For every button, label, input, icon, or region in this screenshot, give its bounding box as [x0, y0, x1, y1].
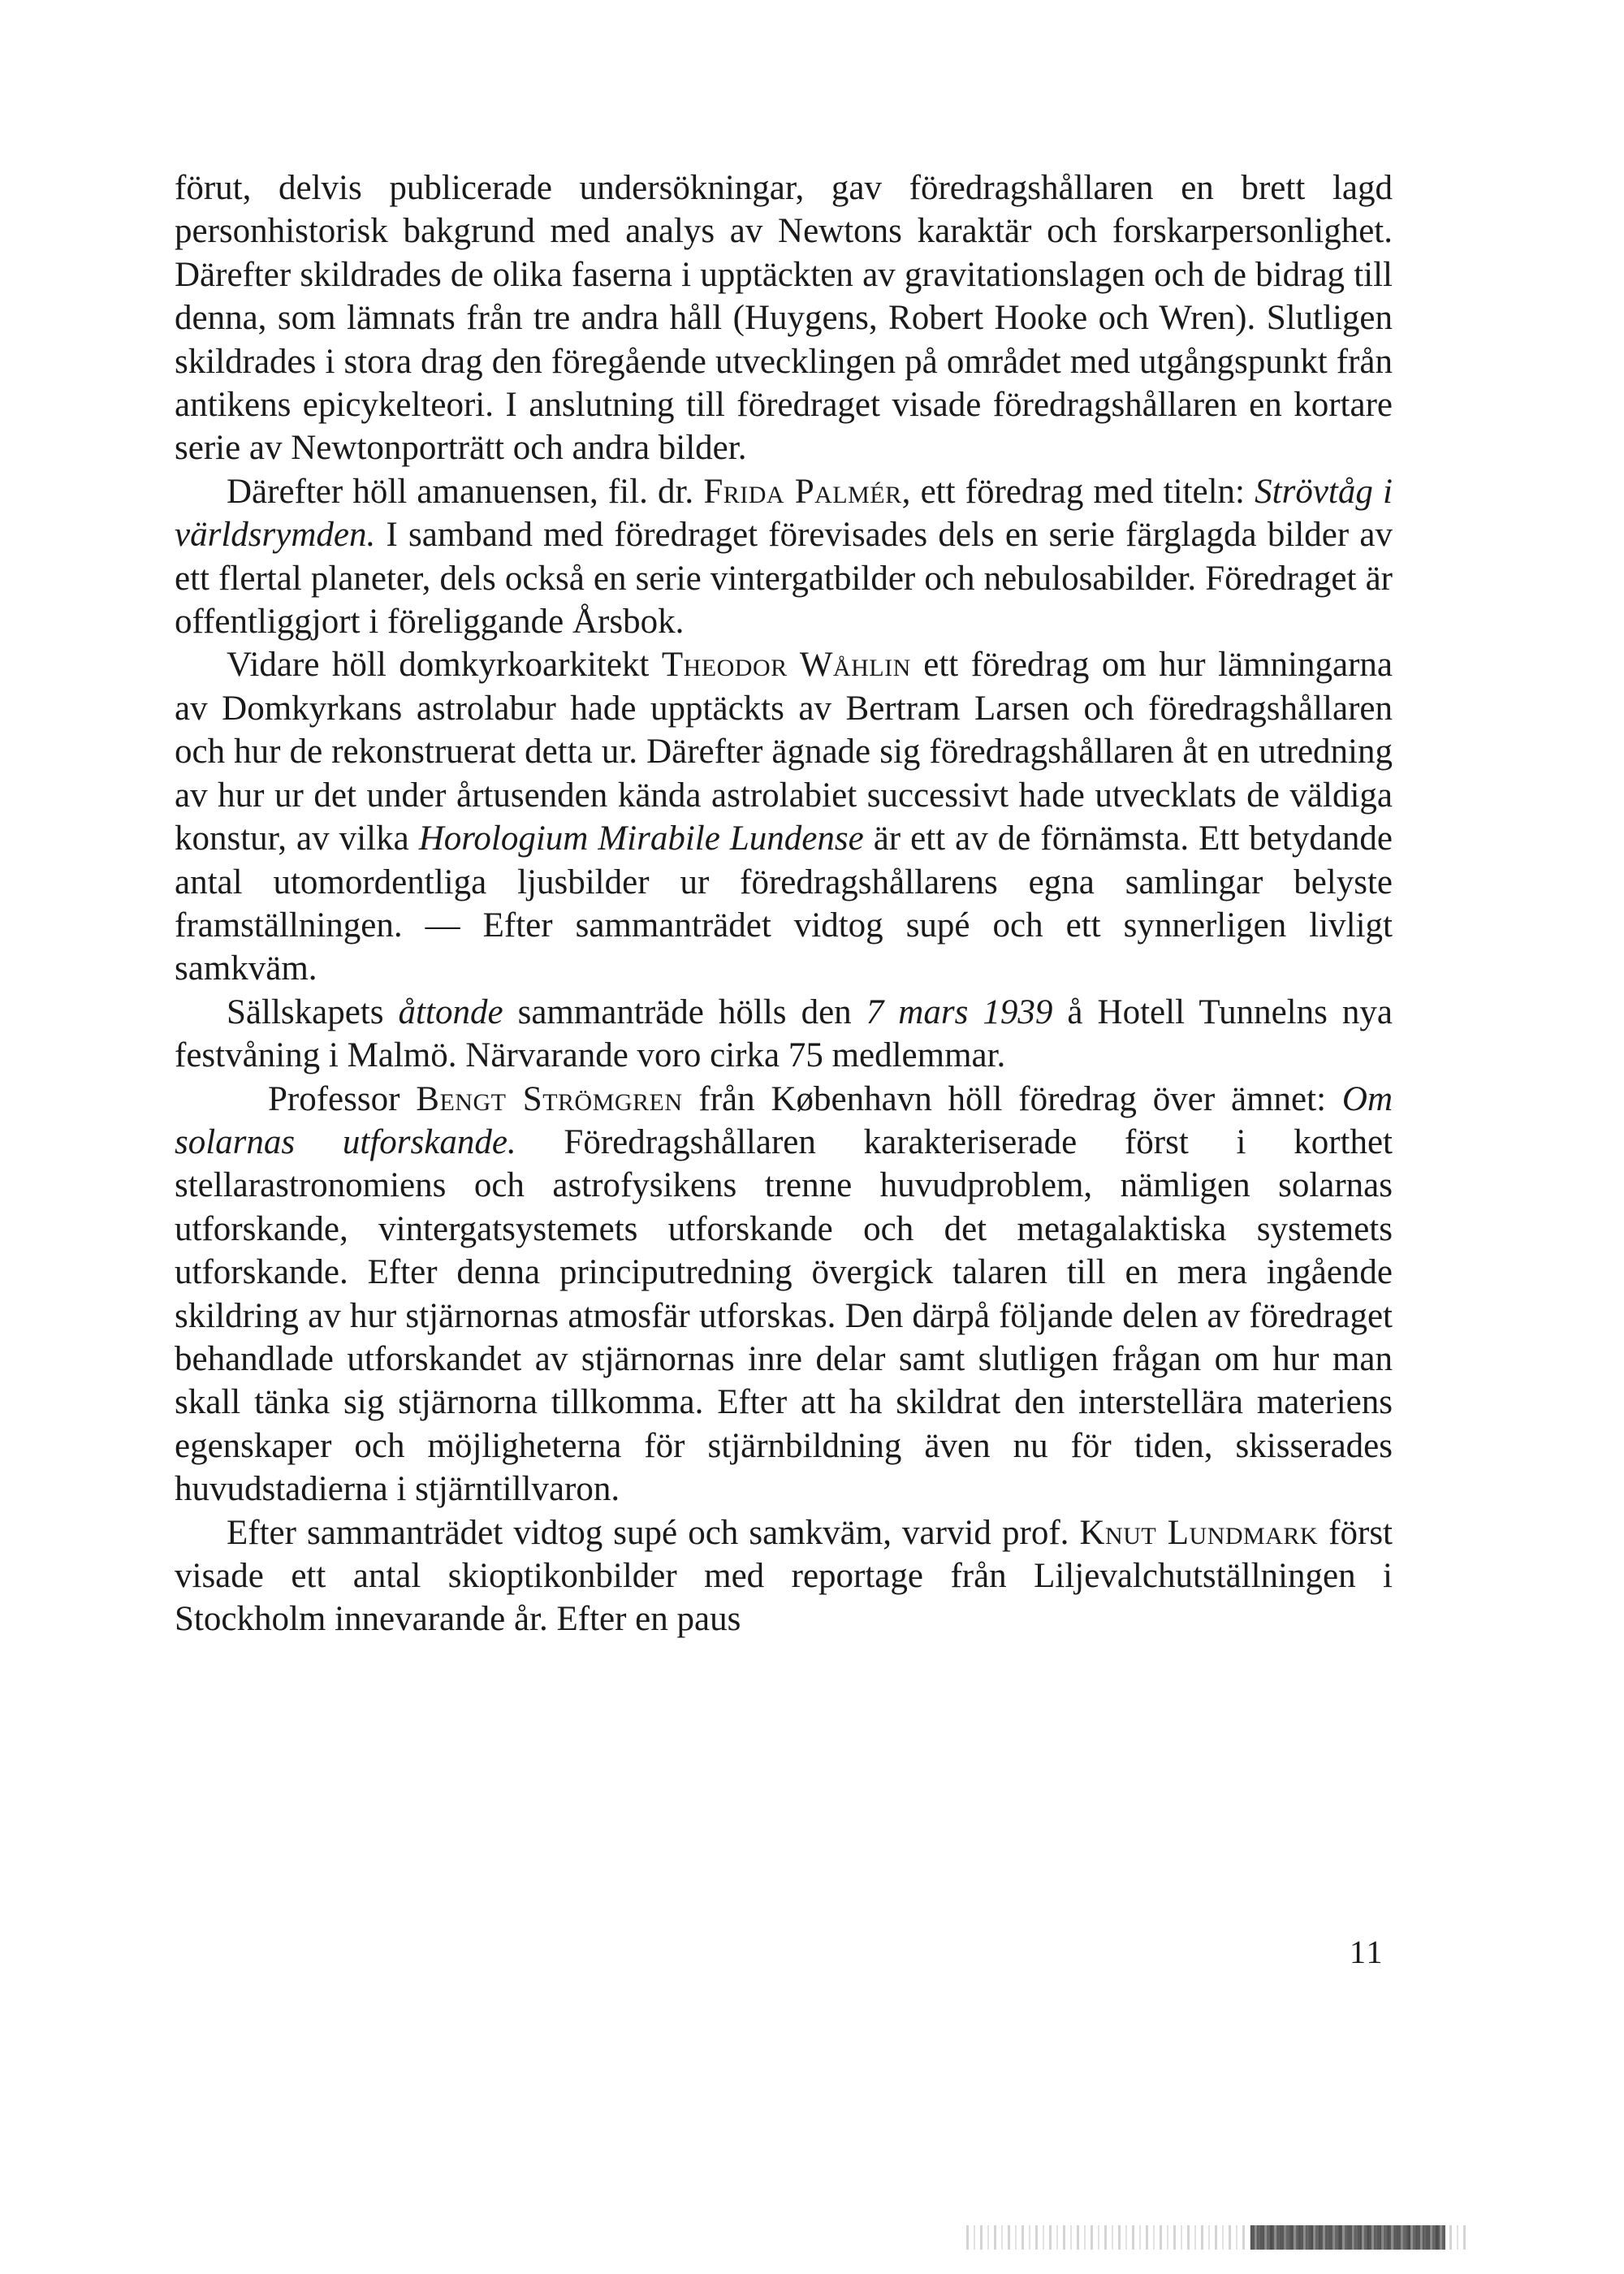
paragraph-2 [175, 470, 1393, 644]
text-run: sammanträde hölls den [503, 992, 866, 1031]
text-run: I samband med föredraget förevisades dels en serie färglagda bilder av ett flertal planeter, dels också en serie vintergatbilder och nebulosabilder. Föredraget är offentliggjort i föreliggande Årsbok. [175, 516, 1393, 642]
text-run: å Hotell Tunnelns nya festvåning i Malmö. Närvarande voro cirka 75 medlemmar. [175, 992, 1393, 1075]
paragraph-5 [175, 1078, 1393, 1511]
text-run: Bengt Strömgren [416, 1079, 683, 1118]
text-run: Frida Palmér [703, 472, 902, 511]
text-run: 7 mars 1939 [866, 992, 1053, 1031]
text-run: Om solarnas utforskande. [175, 1079, 1393, 1161]
text-run: förut, delvis publicerade undersökningar, gav föredragshållaren en brett lagd personhistorisk bakgrund med analys av Newtons karaktär och forskarpersonlighet. Därefter skildrades de olika faserna i upptäckten av gravitationslagen och de bidrag till denna, som lämnats från tre andra håll (Huygens, Robert Hooke och Wren). Slutligen skildrades i stora drag den föregående utvecklingen på området med utgångspunkt från antikens epicykelteori. I anslutning till föredraget visade föredragshållaren en kortare serie av Newtonporträtt och andra bilder. [175, 169, 1393, 468]
text-run: Horologium Mirabile Lundense [418, 819, 864, 858]
paragraph-6 [175, 1511, 1393, 1641]
text-run: Föredragshållaren karakteriserade först i korthet stellarastronomiens och astrofysikens trenne huvudproblem, nämligen solarnas utforskande, vintergatsystemets utforskande och det metagalaktiska systemets utforskande. Efter denna principutredning övergick talaren till en mera ingående skildring av hur stjärnornas atmosfär utforskas. Den därpå följande delen av föredraget behandlade utforskandet av stjärnornas inre delar samt slutligen frågan om hur man skall tänka sig stjärnorna tillkomma. Efter att ha skildrat den interstellära materiens egenskaper och möjligheterna för stjärnbildning även nu för tiden, skisserades huvudstadierna i stjärntillvaron. [175, 1122, 1393, 1509]
scan-artifact-dark [1250, 2225, 1445, 2250]
page-number: 11 [1350, 1934, 1384, 1970]
text-run: från København höll föredrag över ämnet: [682, 1079, 1342, 1118]
text-run: ett föredrag om hur lämningarna av Domkyrkans astrolabur hade upptäckts av Bertram Larsen och föredragshållaren och hur de rekonstruerat detta ur. Därefter ägnade sig föredragshållaren åt en utredning av hur ur det under årtusenden kända astrolabiet successivt hade utvecklats de väldiga konstur, av vilka [175, 646, 1393, 858]
text-run: Sällskapets [227, 992, 399, 1031]
text-run: Efter sammanträdet vidtog supé och samkväm, varvid prof. [227, 1513, 1080, 1552]
paragraph-4 [175, 991, 1393, 1078]
text-run: Professor [268, 1079, 417, 1118]
page-body [175, 166, 1393, 1641]
text-run: , ett föredrag med titeln: [901, 472, 1255, 511]
text-run: åttonde [398, 992, 503, 1031]
text-run: Theodor Wåhlin [661, 646, 911, 685]
paragraph-3 [175, 643, 1393, 990]
paragraph-1 [175, 166, 1393, 470]
text-run: Därefter höll amanuensen, fil. dr. [227, 472, 704, 511]
text-run: Knut Lundmark [1079, 1513, 1319, 1552]
text-run: är ett av de förnämsta. Ett betydande antal utomordentliga ljusbilder ur föredragshållarens egna samlingar belyste framställningen. — Efter sammanträdet vidtog supé och ett synnerligen livligt samkväm. [175, 819, 1393, 988]
text-run: först visade ett antal skioptikonbilder med reportage från Liljevalchutställningen i Stockholm innevarande år. Efter en paus [175, 1513, 1393, 1639]
text-run: Strövtåg i världsrymden. [175, 472, 1393, 555]
text-run: Vidare höll domkyrkoarkitekt [227, 646, 662, 685]
